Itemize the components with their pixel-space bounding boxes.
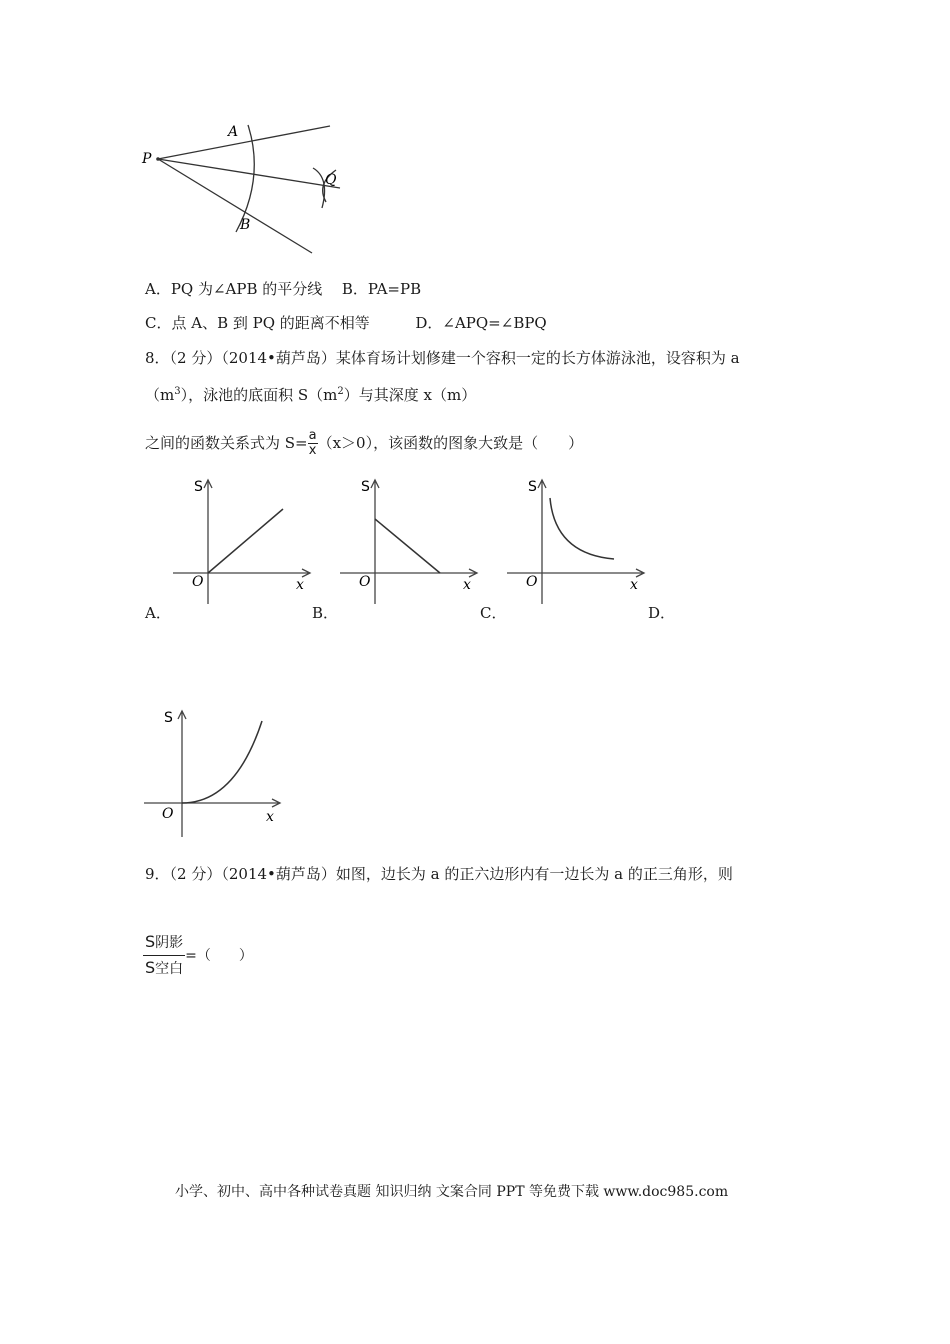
graph-c-s-label: S xyxy=(528,479,537,495)
graph-a-curve xyxy=(208,509,283,573)
q9-ratio xyxy=(143,932,253,979)
choice-c-label[interactable]: C． xyxy=(480,604,507,622)
q8-fraction xyxy=(308,429,318,458)
q7-option-b[interactable]: B．PA=PB xyxy=(341,280,422,298)
ray-pa xyxy=(158,126,330,159)
q8-frac-den: x xyxy=(308,442,317,458)
graph-a-origin: O xyxy=(192,574,204,590)
graph-a[interactable] xyxy=(168,474,318,610)
q9-stem-line1: 9．（2 分）（2014•葫芦岛）如图，边长为 a 的正六边形内有一边长为 a 的正三角形，则 xyxy=(145,865,733,883)
graph-a-s-label: S xyxy=(194,479,203,495)
choice-d-label[interactable]: D． xyxy=(648,604,676,622)
graph-c[interactable] xyxy=(502,474,652,610)
graph-b-s-label: S xyxy=(361,479,370,495)
q8-sup-2: 2 xyxy=(337,386,344,397)
choice-b-label[interactable]: B． xyxy=(312,604,339,622)
q7-option-a[interactable]: A．PQ 为∠APB 的平分线 xyxy=(145,280,323,298)
q9-frac-den: S空白 xyxy=(145,958,184,977)
graph-b-origin: O xyxy=(359,574,371,590)
q8-frac-num: a xyxy=(308,427,317,443)
q9-frac-num: S阴影 xyxy=(143,932,185,956)
q7-options-row2 xyxy=(145,313,547,333)
q9-fraction xyxy=(143,932,185,979)
q9-tail: =（ ） xyxy=(185,947,253,964)
label-q: Q xyxy=(325,172,337,188)
graph-d-x-label: x xyxy=(266,809,274,825)
label-a: A xyxy=(228,124,239,140)
q8-line3-post: （x＞0），该函数的图象大致是（ ） xyxy=(317,434,584,452)
q7-options-row1 xyxy=(145,279,421,299)
q8-line3-pre: 之间的函数关系式为 S= xyxy=(145,434,308,452)
graph-d-origin: O xyxy=(162,806,174,822)
q8-line2-pre: （m xyxy=(145,386,175,404)
q7-option-d[interactable]: D．∠APQ=∠BPQ xyxy=(415,314,547,332)
graph-d[interactable] xyxy=(140,705,290,841)
graph-d-curve xyxy=(182,721,262,803)
graph-a-x-label: x xyxy=(296,577,304,593)
graph-b-curve xyxy=(375,519,440,573)
graph-c-origin: O xyxy=(526,574,538,590)
graph-c-curve xyxy=(550,498,614,559)
q8-stem-line1: 8．（2 分）（2014•葫芦岛）某体育场计划修建一个容积一定的长方体游泳池，设容积为 a xyxy=(145,349,740,367)
ray-pb xyxy=(158,159,312,253)
q8-sup-3: 3 xyxy=(174,386,181,397)
graph-d-s-label: S xyxy=(164,710,173,726)
label-p: P xyxy=(142,151,152,167)
choice-a-label[interactable]: A． xyxy=(145,604,171,622)
q8-line2-post: ）与其深度 x（m） xyxy=(343,386,477,404)
q7-option-c[interactable]: C．点 A、B 到 PQ 的距离不相等 xyxy=(145,314,370,332)
angle-bisector-figure xyxy=(140,118,350,260)
q8-stem-line3 xyxy=(145,426,583,460)
graph-b-x-label: x xyxy=(463,577,471,593)
graph-b[interactable] xyxy=(335,474,485,610)
q8-line2-mid: ），泳池的底面积 S（m xyxy=(180,386,338,404)
q8-stem-line2 xyxy=(145,385,476,405)
footer-text: 小学、初中、高中各种试卷真题 知识归纳 文案合同 PPT 等免费下载 www.doc985.com xyxy=(175,1184,729,1200)
graph-c-x-label: x xyxy=(630,577,638,593)
label-b: B xyxy=(240,217,251,233)
ray-pq xyxy=(158,159,340,188)
